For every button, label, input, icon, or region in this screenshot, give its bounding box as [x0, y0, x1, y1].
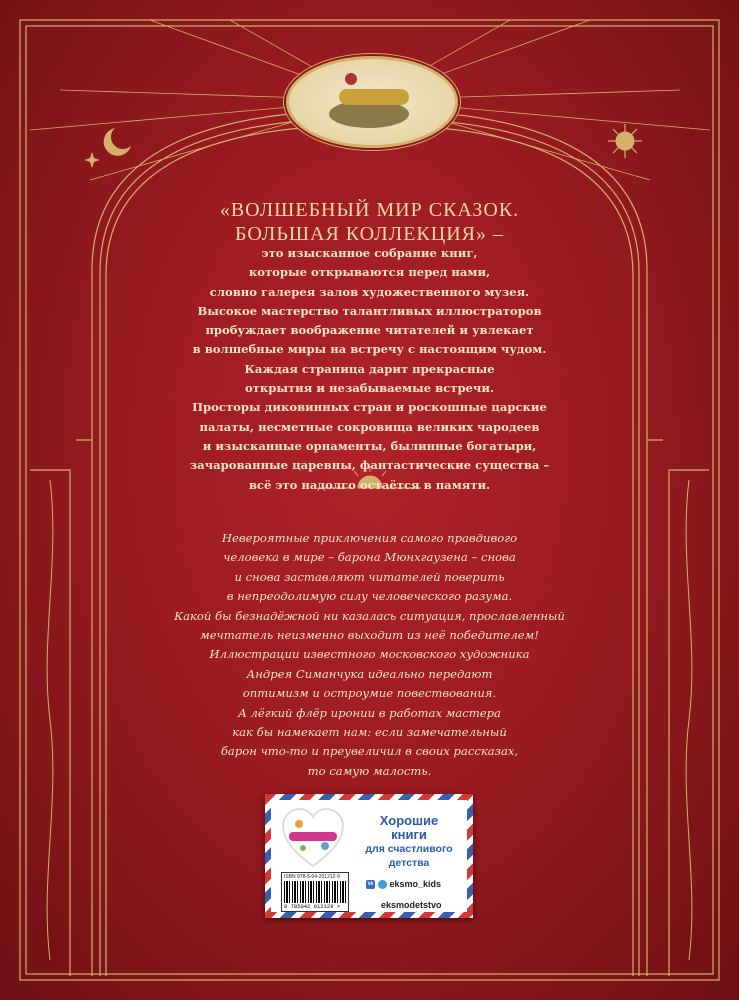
series-title: [0, 198, 739, 246]
text-line: это изысканное собрание книг,: [261, 246, 478, 260]
text-line: оптимизм и остроумие повествования.: [242, 686, 497, 701]
text-line: человека в мире – барона Мюнхгаузена – снова: [223, 550, 516, 565]
text-line: Какой бы безнадёжной ни казалась ситуация, прославленный: [174, 608, 565, 623]
slogan: [353, 814, 465, 870]
illustration-medallion: [286, 56, 458, 148]
text-line: то самую малость.: [307, 763, 432, 778]
slogan-line: Хорошие: [379, 813, 439, 828]
barcode-digits: 9 785042 012129 >: [284, 903, 341, 910]
text-line: как бы намекает нам: если замечательный: [232, 725, 507, 740]
text-line: палаты, несметные сокровища великих чародеев: [199, 419, 540, 434]
text-line: Иллюстрации известного московского художника: [209, 647, 530, 662]
barcode: [284, 881, 346, 903]
text-line: в непреодолимую силу человеческого разума.: [226, 589, 513, 604]
publisher-sticker: [265, 794, 473, 918]
cannon-illustration: [289, 59, 449, 139]
barcode-box: [281, 872, 349, 912]
text-line: Высокое мастерство талантливых иллюстраторов: [197, 303, 542, 318]
title-line: «ВОЛШЕБНЫЙ МИР СКАЗОК.: [219, 199, 520, 221]
vk-icon: vk: [367, 881, 374, 888]
book-description: [0, 529, 739, 781]
isbn-text: ISBN 978-5-04-201212-9: [284, 874, 340, 880]
text-line: которые открываются перед нами,: [248, 265, 491, 280]
series-description: [0, 244, 739, 495]
text-line: А лёгкий флёр иронии в работах мастера: [238, 705, 501, 720]
text-line: открытия и незабываемые встречи.: [244, 381, 495, 396]
text-line: и изысканные орнаменты, былинные богатыри,: [202, 438, 537, 453]
social-handle: eksmo_kids: [389, 879, 442, 889]
text-line: Каждая страница дарит прекрасные: [244, 361, 495, 376]
eksmodetstvo-heart-logo: [281, 806, 345, 870]
slogan-line: для счастливого: [365, 843, 453, 855]
slogan-line: книги: [391, 827, 427, 842]
text-line: и снова заставляют читателей поверить: [234, 569, 505, 584]
site-handle: eksmodetstvo: [381, 900, 442, 910]
text-line: мечтатель неизменно выходит из неё победителем!: [200, 628, 539, 643]
text-line: Просторы диковинных стран и роскошные царские: [192, 400, 547, 415]
social-links: [366, 879, 441, 889]
slogan-line: детства: [388, 857, 430, 869]
crescent-moon-icon: [84, 128, 131, 168]
text-line: пробуждает воображение читателей и увлекает: [205, 323, 534, 338]
title-line: БОЛЬШАЯ КОЛЛЕКЦИЯ» –: [234, 223, 504, 245]
text-line: Андрея Симанчука идеально передают: [246, 666, 493, 681]
text-line: в волшебные миры на встречу с настоящим чудом.: [192, 342, 547, 357]
telegram-icon: [378, 880, 387, 889]
text-line: барон что-то и преувеличил в своих рассказах,: [220, 744, 519, 759]
text-line: словно галерея залов художественного музея.: [209, 284, 530, 299]
sun-icon: [608, 124, 642, 158]
text-line: всё это надолго остаётся в памяти.: [248, 477, 491, 492]
text-line: зачарованные царевны, фантастические существа –: [189, 458, 550, 473]
text-line: Невероятные приключения самого правдивого: [221, 531, 518, 545]
